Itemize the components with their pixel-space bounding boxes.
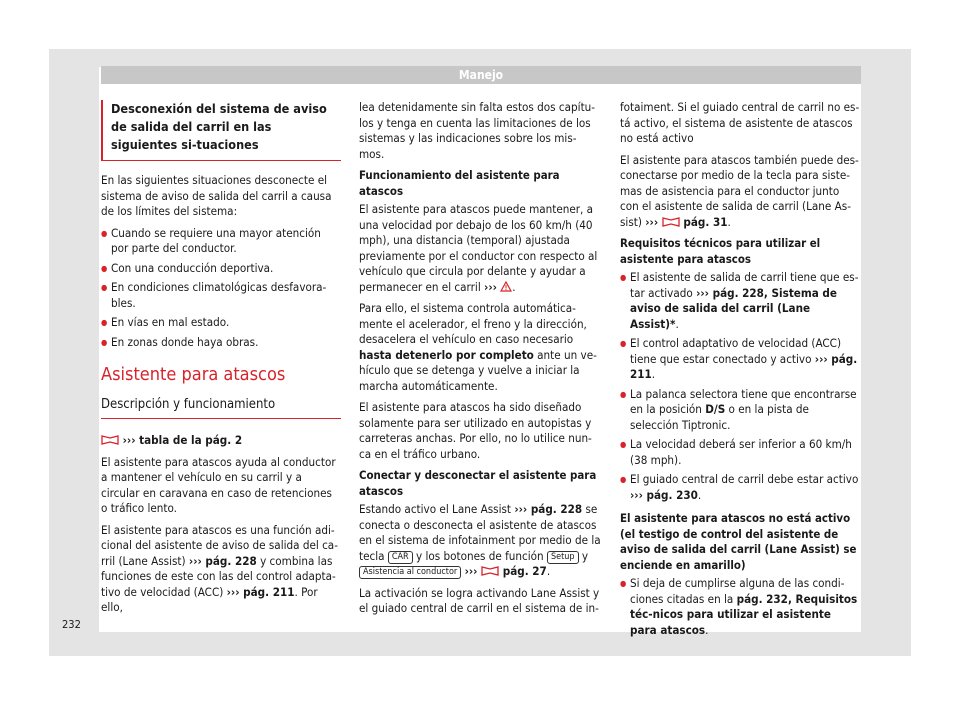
text: . Por ello, bbox=[101, 584, 318, 614]
paragraph: El asistente para atascos también puede des-conectarse por medio de la tecla para siste-mas de asistencia para el conductor junto con el asistente de salida de carril (Lane As-sist) ››› pág. 31. bbox=[620, 152, 859, 229]
text: La palanca selectora tiene que encontrarse en la posición bbox=[630, 386, 857, 416]
warning-icon bbox=[500, 281, 512, 292]
subheading: Descripción y funcionamiento bbox=[101, 396, 341, 419]
text: El control adaptativo de velocidad (ACC) tiene que estar conectado y activo bbox=[630, 336, 842, 366]
text: El asistente para atascos es una función adi-cional del asistente de aviso de salida del ca-rril (Lane Assist) bbox=[101, 522, 338, 568]
page-link[interactable]: ››› pág. 228, Sistema de aviso de salida del carril (Lane Assist)* bbox=[630, 285, 837, 331]
page-link[interactable]: ››› pág. 228 bbox=[514, 502, 583, 516]
column-3 bbox=[620, 100, 860, 642]
text: Estando activo el Lane Assist bbox=[359, 502, 515, 516]
paragraph bbox=[359, 301, 601, 394]
chapter-heading: Asistente para atascos bbox=[101, 364, 286, 385]
gear-position: D/S bbox=[705, 402, 726, 416]
paragraph: Estando activo el Lane Assist ››› pág. 228 se conecta o desconecta el asistente de atascos en el sistema de infotainment por medio de la tecla CAR y los botones de función Setup y Asistencia al conductor ››› pág. 27. bbox=[359, 502, 601, 578]
text: El asistente para atascos también puede des-conectarse por medio de la tecla para siste-mas de asistencia para el conductor junto con el asistente de salida de carril (Lane As-sist) bbox=[620, 152, 859, 229]
text: y bbox=[578, 548, 588, 563]
page-link[interactable] bbox=[465, 564, 547, 578]
book-icon bbox=[101, 434, 119, 445]
subsection-title: Conectar y desconectar el asistente para atascos bbox=[359, 468, 597, 498]
list-item: ● El control adaptativo de velocidad (ACC) tiene que estar conectado y activo ››› pág. 211. bbox=[620, 336, 860, 383]
text: Para ello, el sistema controla automática-mente el acelerador, el freno y la dirección, desacelera el vehículo en caso necesario bbox=[359, 301, 587, 346]
list-item: ● La velocidad deberá ser inferior a 60 km/h (38 mph). bbox=[620, 437, 860, 468]
list-item: ● Cuando se requiere una mayor atención por parte del conductor. bbox=[101, 226, 341, 257]
paragraph: lea detenidamente sin falta estos dos capítu-los y tenga en cuenta las limitaciones de los sistemas y las indicaciones sobre los mis-mos. bbox=[359, 100, 596, 161]
page-link[interactable]: ››› pág. 211 bbox=[226, 584, 295, 599]
paragraph: El asistente para atascos ayuda al conductor a mantener el vehículo en su carril y a circular en caravana en caso de retenciones o tráfico lento. bbox=[101, 454, 336, 515]
text: Si deja de cumplirse alguna de las condi-ciones citadas en la bbox=[630, 576, 845, 606]
table-reference-label: ››› tabla de la pág. 2 bbox=[122, 433, 243, 447]
page-link[interactable] bbox=[645, 215, 727, 229]
setup-key: Setup bbox=[547, 551, 579, 564]
intro-text: En las siguientes situaciones desconecte el sistema de aviso de salida del carril a causa de los límites del sistema: bbox=[101, 173, 332, 218]
text: ante un ve-hículo que se detenga y vuelve a iniciar la marcha automáticamente. bbox=[359, 347, 597, 393]
page-link[interactable]: ››› pág. 230 bbox=[630, 487, 698, 502]
text: ››› bbox=[645, 214, 659, 229]
car-key: CAR bbox=[388, 551, 413, 564]
paragraph: fotaiment. Si el guiado central de carril no es-tá activo, el sistema de asistente de atascos no está activo bbox=[620, 100, 860, 145]
list-item: ● En zonas donde haya obras. bbox=[101, 335, 341, 351]
text: se conecta o desconecta el asistente de atascos en el sistema de infotainment por medio de la tecla bbox=[359, 502, 601, 563]
list-item: ● En vías en mal estado. bbox=[101, 315, 341, 331]
text: y los botones de función bbox=[412, 548, 547, 563]
warning-link[interactable]: ››› bbox=[484, 279, 497, 294]
paragraph: El asistente para atascos puede mantener, a una velocidad por debajo de los 60 km/h (40 mph), una distancia (temporal) ajustada previamente por el conductor con respecto al vehículo que circula por delante y ayudar a permanecer en el carril ››› . bbox=[359, 202, 598, 294]
column-1 bbox=[101, 100, 341, 622]
driver-assistance-key: Asistencia al conductor bbox=[359, 566, 461, 579]
text: y combina las funciones de este con las del control adapta-tivo de velocidad (ACC) bbox=[101, 553, 336, 599]
column-2 bbox=[359, 100, 601, 623]
text: ››› bbox=[464, 564, 482, 578]
paragraph bbox=[101, 523, 341, 616]
text: El guiado central de carril debe estar activo bbox=[630, 472, 859, 486]
paragraph: La activación se logra activando Lane Assist y el guiado central de carril en el sistema de in- bbox=[359, 585, 600, 615]
page-link[interactable]: ››› pág. 211 bbox=[630, 351, 858, 381]
paragraph: El asistente para atascos ha sido diseñado solamente para ser utilizado en autopistas y carreteras anchas. Por ello, no lo utilice nun-ca en el tráfico urbano. bbox=[359, 400, 592, 461]
list-item: ● Si deja de cumplirse alguna de las condi-ciones citadas en la pág. 232, Requisitos téc-nicos para utilizar el asistente para atascos. bbox=[620, 576, 860, 638]
table-reference[interactable] bbox=[101, 433, 341, 449]
page-number: 232 bbox=[62, 618, 81, 631]
text: o en la pista de selección Tiptronic. bbox=[630, 402, 809, 432]
emphasis: hasta detenerlo por completo bbox=[359, 347, 534, 362]
text: El asistente para atascos puede mantener, a una velocidad por debajo de los 60 km/h (40 mph), una distancia (temporal) ajustada previamente por el conductor con respecto al vehículo que circula por delante y ayudar a permanecer en el carril bbox=[359, 202, 598, 294]
subsection-title: El asistente para atascos no está activo (el testigo de control del asistente de aviso de salida del carril (Lane Assist) se enciende en amarillo) bbox=[620, 511, 857, 572]
text: pág. 31 bbox=[679, 214, 728, 229]
subsection-title: Funcionamiento del asistente para atascos bbox=[359, 168, 560, 198]
text: pág. 27 bbox=[499, 564, 547, 578]
list-item bbox=[620, 387, 860, 434]
page-link[interactable]: ››› pág. 228 bbox=[188, 553, 257, 568]
text: El asistente de salida de carril tiene que es-tar activado bbox=[630, 270, 859, 300]
page-link[interactable]: pág. 232, Requisitos téc-nicos para utilizar el asistente para atascos bbox=[630, 591, 858, 637]
chapter-header: Manejo bbox=[101, 66, 861, 84]
list-item: ● El asistente de salida de carril tiene que es-tar activado ››› pág. 228, Sistema de aviso de salida del carril (Lane Assist)*. bbox=[620, 270, 860, 332]
list-item: ● En condiciones climatológicas desfavora-bles. bbox=[101, 280, 341, 311]
list-item: ● El guiado central de carril debe estar activo ››› pág. 230. bbox=[620, 472, 860, 503]
list-item: ● Con una conducción deportiva. bbox=[101, 261, 341, 277]
book-icon bbox=[481, 565, 499, 576]
book-icon bbox=[662, 216, 680, 227]
subsection-title: Requisitos técnicos para utilizar el asistente para atascos bbox=[620, 236, 821, 266]
section-title: Desconexión del sistema de aviso de salida del carril en las siguientes si-tuaciones bbox=[101, 100, 341, 161]
